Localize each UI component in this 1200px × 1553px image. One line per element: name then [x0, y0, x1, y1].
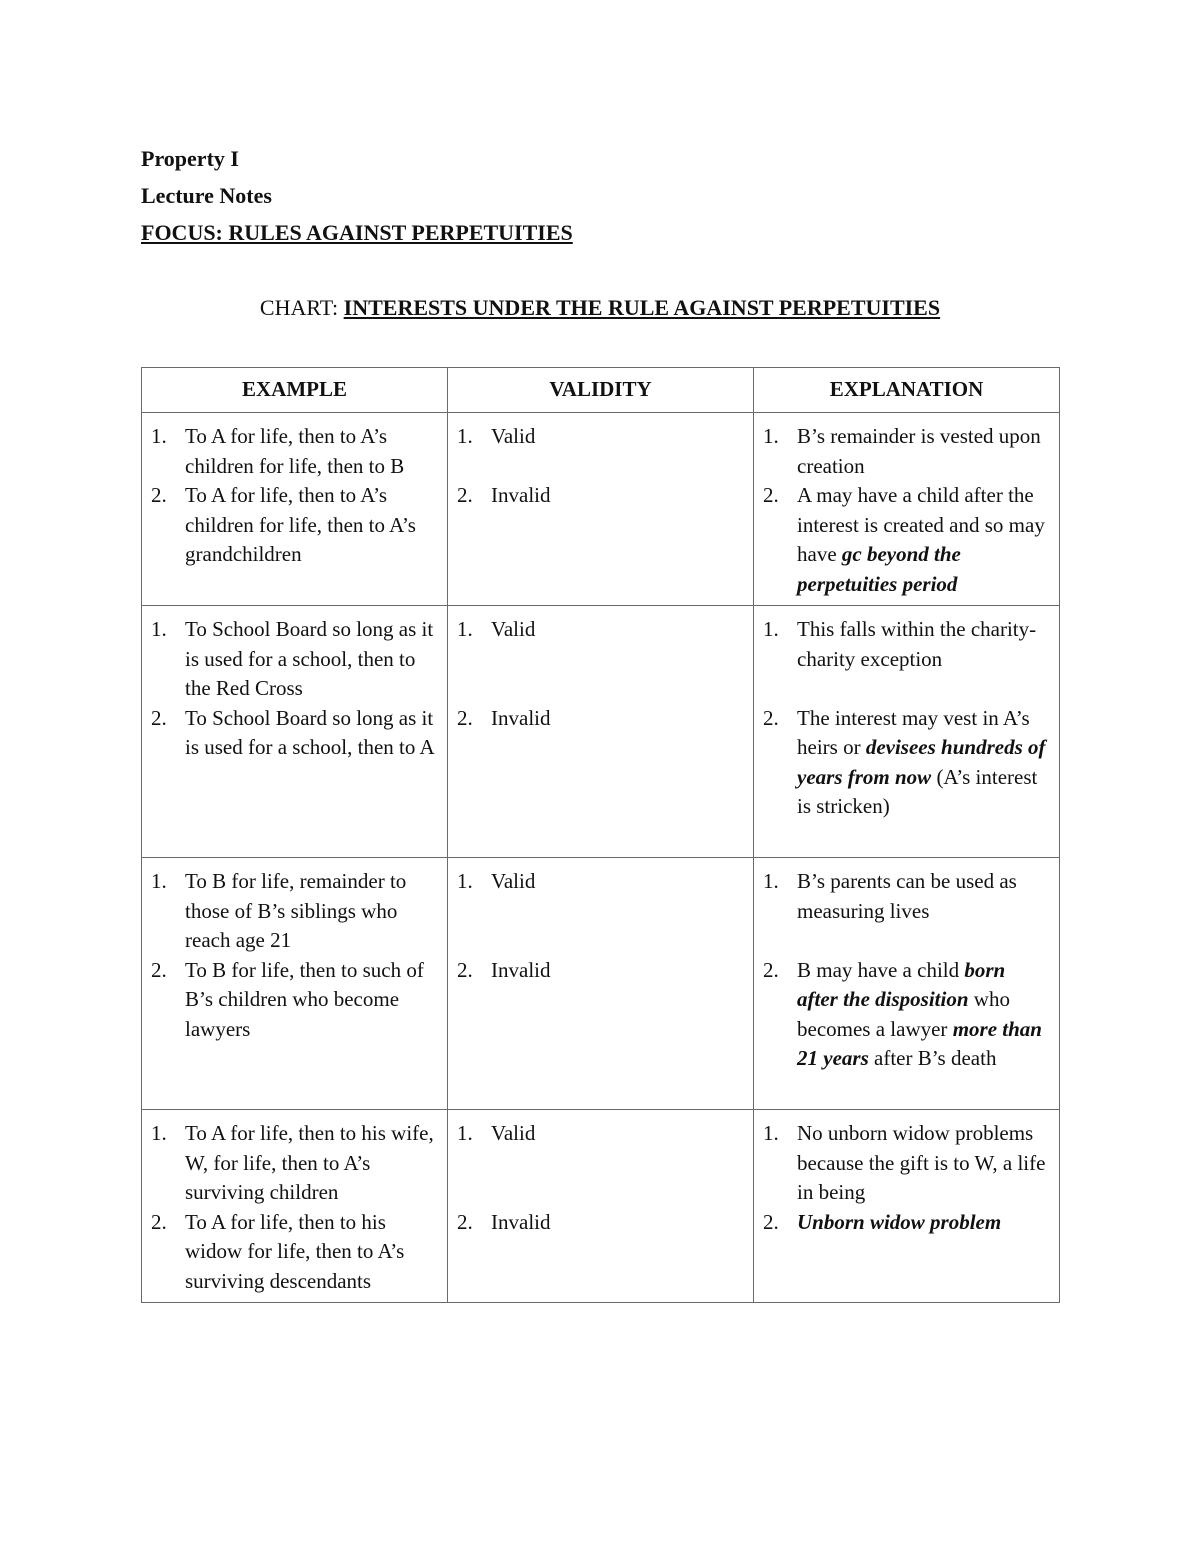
column-header-example: EXAMPLE — [142, 368, 448, 413]
list-item: 1. This falls within the charity-charity exception — [763, 615, 1047, 674]
example-text: To School Board so long as it is used for a school, then to the Red Cross — [185, 617, 434, 700]
example-text: To B for life, then to such of B’s children who become lawyers — [185, 957, 424, 1041]
list-item: 2. Invalid — [457, 704, 741, 734]
list-item: 2. Invalid — [457, 481, 741, 511]
example-text: To School Board so long as it is used for a school, then to A — [185, 705, 435, 759]
list-item: 2. Invalid — [457, 956, 741, 986]
validity-cell — [448, 858, 754, 1110]
table-header-row — [142, 368, 1060, 413]
example-text: To A for life, then to A’s children for life, then to A’s grandchildren — [185, 483, 416, 566]
list-item: 2. B may have a child born after the disposition who becomes a lawyer more than 21 years after B’s death — [763, 956, 1047, 1074]
list-item: 1. B’s parents can be used as measuring lives — [763, 867, 1047, 926]
validity-cell — [448, 1110, 754, 1303]
validity-cell — [448, 606, 754, 858]
table-row — [142, 858, 1060, 1110]
list-item: 2. To A for life, then to A’s children for life, then to A’s grandchildren — [151, 481, 435, 570]
example-text: To A for life, then to A’s children for life, then to B — [185, 424, 405, 478]
explanation-text: The interest may vest in A’s heirs or devisees hundreds of years from now (A’s interest is stricken) — [797, 705, 1046, 818]
chart-title-prefix: CHART: — [259, 295, 344, 320]
perpetuities-table — [141, 367, 1060, 1303]
table-row — [142, 1110, 1060, 1303]
example-cell — [142, 858, 448, 1110]
validity-text: Invalid — [491, 957, 551, 982]
explanation-text: B may have a child born after the disposition who becomes a lawyer more than 21 years after B’s death — [797, 957, 1042, 1070]
explanation-text: No unborn widow problems because the gift is to W, a life in being — [797, 1121, 1046, 1204]
list-item: 2. To School Board so long as it is used for a school, then to A — [151, 704, 435, 763]
example-cell — [142, 1110, 448, 1303]
list-item: 2. Unborn widow problem — [763, 1208, 1047, 1238]
list-item: 1. Valid — [457, 615, 741, 645]
list-item: 2. To A for life, then to his widow for life, then to A’s surviving descendants — [151, 1208, 435, 1297]
validity-text: Valid — [491, 869, 536, 893]
list-item: 1. No unborn widow problems because the gift is to W, a life in being — [763, 1119, 1047, 1208]
lecture-notes-label: Lecture Notes — [141, 183, 272, 208]
column-header-explanation: EXPLANATION — [754, 368, 1060, 413]
example-cell — [142, 413, 448, 606]
validity-text: Invalid — [491, 705, 551, 730]
validity-text: Valid — [491, 1121, 536, 1145]
list-item: 1. To School Board so long as it is used for a school, then to the Red Cross — [151, 615, 435, 704]
list-item: 1. To B for life, remainder to those of B’s siblings who reach age 21 — [151, 867, 435, 956]
list-item: 1. Valid — [457, 422, 741, 452]
list-item: 2. A may have a child after the interest is created and so may have gc beyond the perpetuities period — [763, 481, 1047, 599]
validity-text: Invalid — [491, 483, 551, 507]
explanation-text: This falls within the charity-charity exception — [797, 617, 1037, 671]
validity-text: Invalid — [491, 1209, 551, 1234]
explanation-cell — [754, 858, 1060, 1110]
list-item: 1. Valid — [457, 867, 741, 897]
chart-title — [0, 293, 1200, 323]
example-text: To A for life, then to his widow for life, then to A’s surviving descendants — [185, 1209, 405, 1293]
explanation-text: Unborn widow problem — [797, 1209, 1002, 1234]
list-item: 1. B’s remainder is vested upon creation — [763, 422, 1047, 481]
chart-title-text: INTERESTS UNDER THE RULE AGAINST PERPETUITIES — [343, 295, 941, 320]
explanation-cell — [754, 1110, 1060, 1303]
list-item: 2. To B for life, then to such of B’s children who become lawyers — [151, 956, 435, 1045]
validity-text: Valid — [491, 424, 536, 448]
example-cell — [142, 606, 448, 858]
explanation-text: B’s parents can be used as measuring lives — [797, 869, 1017, 923]
example-text: To B for life, remainder to those of B’s siblings who reach age 21 — [185, 869, 407, 952]
explanation-cell — [754, 413, 1060, 606]
table-row — [142, 413, 1060, 606]
list-item: 1. Valid — [457, 1119, 741, 1149]
course-title: Property I — [141, 146, 239, 171]
explanation-text: B’s remainder is vested upon creation — [797, 424, 1041, 478]
validity-cell — [448, 413, 754, 606]
explanation-text: A may have a child after the interest is created and so may have gc beyond the perpetuities period — [797, 483, 1045, 596]
list-item: 1. To A for life, then to his wife, W, for life, then to A’s surviving children — [151, 1119, 435, 1208]
list-item: 2. Invalid — [457, 1208, 741, 1238]
example-text: To A for life, then to his wife, W, for life, then to A’s surviving children — [185, 1121, 434, 1204]
validity-text: Valid — [491, 617, 536, 641]
table-row — [142, 606, 1060, 858]
list-item: 1. To A for life, then to A’s children for life, then to B — [151, 422, 435, 481]
list-item: 2. The interest may vest in A’s heirs or devisees hundreds of years from now (A’s interest is stricken) — [763, 704, 1047, 822]
column-header-validity: VALIDITY — [448, 368, 754, 413]
focus-heading: FOCUS: RULES AGAINST PERPETUITIES — [141, 220, 573, 245]
explanation-cell — [754, 606, 1060, 858]
